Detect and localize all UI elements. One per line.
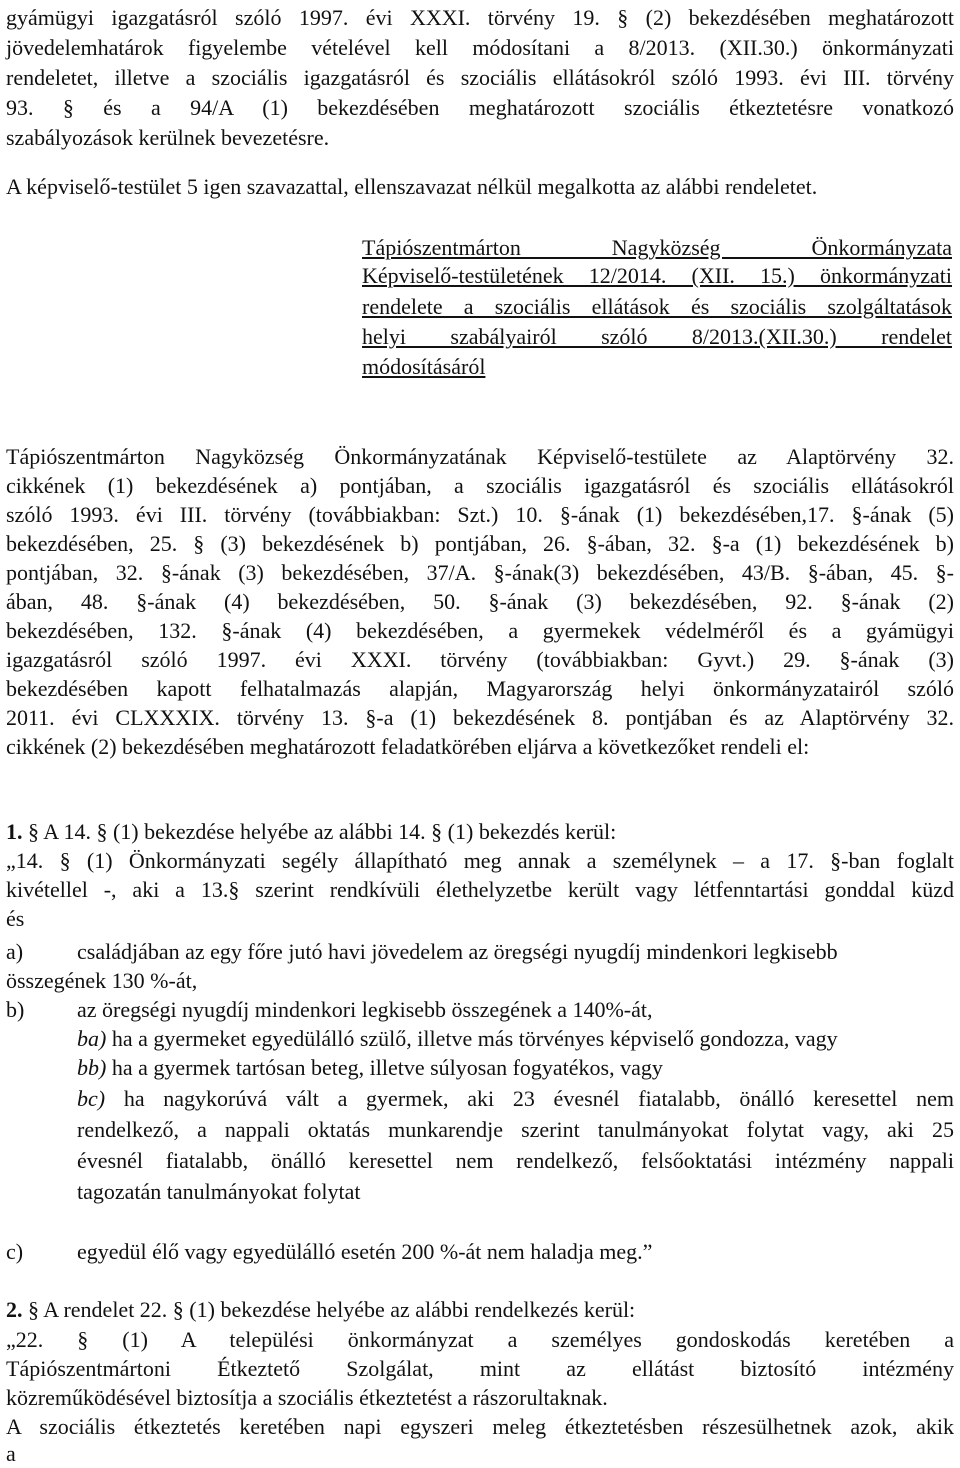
subitem-label: bb) [77, 1055, 107, 1080]
section-heading-text: § A 14. § (1) bekezdése helyébe az alábbi 14. § (1) bekezdés kerül: [28, 819, 617, 844]
quoted-line: közreműködésével biztosítja a szociális étkeztetést a rászorultaknak. [6, 1385, 608, 1410]
subitem-bc-line: rendelkező, a nappali oktatás munkarendje szerint tanulmányokat folytat vagy, aki 25 [77, 1117, 954, 1142]
quoted-line: „22. § (1) A települési önkormányzat a személyes gondoskodás keretében a [6, 1327, 954, 1352]
subitem-text: ha a gyermeket egyedülálló szülő, illetve más törvényes képviselő gondozza, vagy [111, 1026, 838, 1051]
ordinance-title-line: helyi szabályairól szóló 8/2013.(XII.30.) rendelet [362, 324, 952, 349]
subitem-text: ha a gyermek tartósan beteg, illetve súlyosan fogyatékos, vagy [111, 1055, 663, 1080]
intro-line: rendeletet, illetve a szociális igazgatásról és szociális ellátásokról szóló 1993. évi III. törvény [6, 65, 954, 90]
item-text-a-continued: összegének 130 %-át, [6, 968, 198, 993]
preamble-line: szóló 1993. évi III. törvény (továbbiakban: Szt.) 10. §-ának (1) bekezdésében,17. §-ának (5) [6, 502, 954, 527]
preamble-line: igazgatásról szóló 1997. évi XXXI. törvény (továbbiakban: Gyvt.) 29. §-ának (3) [6, 647, 954, 672]
item-label-b: b) [6, 997, 25, 1022]
subitem-bb [77, 1054, 663, 1082]
section-number: 1. [6, 819, 23, 844]
body-line: A szociális étkeztetés keretében napi egyszeri meleg étkeztetésben részesülhetnek azok, akik [6, 1414, 954, 1439]
preamble-line: 2011. évi CLXXXIX. törvény 13. §-a (1) bekezdésének 8. pontjában és az Alaptörvény 32. [6, 705, 954, 730]
item-text-b: az öregségi nyugdíj mindenkori legkisebb összegének a 140%-át, [77, 997, 653, 1022]
quoted-line: „14. § (1) Önkormányzati segély állapítható meg annak a személynek – a 17. §-ban foglalt [6, 848, 954, 873]
ordinance-title-line: Tápiószentmárton Nagyközség Önkormányzata [362, 235, 952, 260]
subitem-text: ha nagykorúvá vált a gyermek, aki 23 évesnél fiatalabb, önálló keresettel nem [123, 1086, 954, 1111]
subitem-ba [77, 1025, 838, 1053]
quoted-line: és [6, 906, 25, 931]
quoted-line: kivétellel -, aki a 13.§ szerint rendkívüli élethelyzetbe került vagy létfenntartási gonddal küzd [6, 877, 954, 902]
section-1-heading [6, 818, 616, 846]
section-2-heading [6, 1296, 635, 1324]
intro-line: jövedelemhatárok figyelembe vételével kell módosítani a 8/2013. (XII.30.) önkormányzati [6, 35, 954, 60]
preamble-line: pontjában, 32. §-ának (3) bekezdésében, 37/A. §-ának(3) bekezdésében, 43/B. §-ában, 45. §- [6, 560, 954, 585]
preamble-line: ában, 48. §-ának (4) bekezdésében, 50. §-ának (3) bekezdésében, 92. §-ának (2) [6, 589, 954, 614]
body-line: a [6, 1441, 16, 1466]
intro-line: szabályozások kerülnek bevezetésre. [6, 125, 330, 150]
subitem-bc-line: évesnél fiatalabb, önálló keresettel nem rendelkező, felsőoktatási intézmény nappali [77, 1148, 954, 1173]
item-label-a: a) [6, 939, 24, 964]
section-number: 2. [6, 1297, 23, 1322]
ordinance-title-line: rendelete a szociális ellátások és szociális szolgáltatások [362, 294, 952, 319]
item-label-c: c) [6, 1239, 24, 1264]
item-text-a: családjában az egy főre jutó havi jövedelem az öregségi nyugdíj mindenkori legkisebb [77, 939, 838, 964]
ordinance-title-line: Képviselő-testületének 12/2014. (XII. 15.) önkormányzati [362, 263, 952, 288]
section-heading-text: § A rendelet 22. § (1) bekezdése helyébe az alábbi rendelkezés kerül: [28, 1297, 636, 1322]
intro-line: 93. § és a 94/A (1) bekezdésében meghatározott szociális étkeztetésre vonatkozó [6, 95, 954, 120]
preamble-line: Tápiószentmárton Nagyközség Önkormányzatának Képviselő-testülete az Alaptörvény 32. [6, 444, 954, 469]
preamble-line: bekezdésében kapott felhatalmazás alapján, Magyarország helyi önkormányzatairól szóló [6, 676, 954, 701]
quoted-line: Tápiószentmártoni Étkeztető Szolgálat, mint az ellátást biztosító intézmény [6, 1356, 954, 1381]
ordinance-title-line: módosításáról [362, 354, 486, 379]
subitem-label: bc) [77, 1086, 106, 1111]
preamble-line: bekezdésében, 25. § (3) bekezdésének b) pontjában, 26. §-ában, 32. §-a (1) bekezdésének b) [6, 531, 954, 556]
preamble-line: bekezdésében, 132. §-ának (4) bekezdésében, a gyermekek védelméről és a gyámügyi [6, 618, 954, 643]
intro-line: gyámügyi igazgatásról szóló 1997. évi XXXI. törvény 19. § (2) bekezdésében meghatározott [6, 5, 954, 30]
item-text-c: egyedül élő vagy egyedülálló esetén 200 %-át nem haladja meg.” [77, 1239, 653, 1264]
subitem-bc [77, 1085, 954, 1113]
subitem-bc-line: tagozatán tanulmányokat folytat [77, 1179, 361, 1204]
preamble-line: cikkének (2) bekezdésében meghatározott feladatkörében eljárva a következőket rendeli el: [6, 734, 810, 759]
vote-statement: A képviselő-testület 5 igen szavazattal, ellenszavazat nélkül megalkotta az alábbi rendeletet. [6, 174, 818, 199]
subitem-label: ba) [77, 1026, 107, 1051]
preamble-line: cikkének (1) bekezdésének a) pontjában, a szociális igazgatásról és szociális ellátásokról [6, 473, 954, 498]
